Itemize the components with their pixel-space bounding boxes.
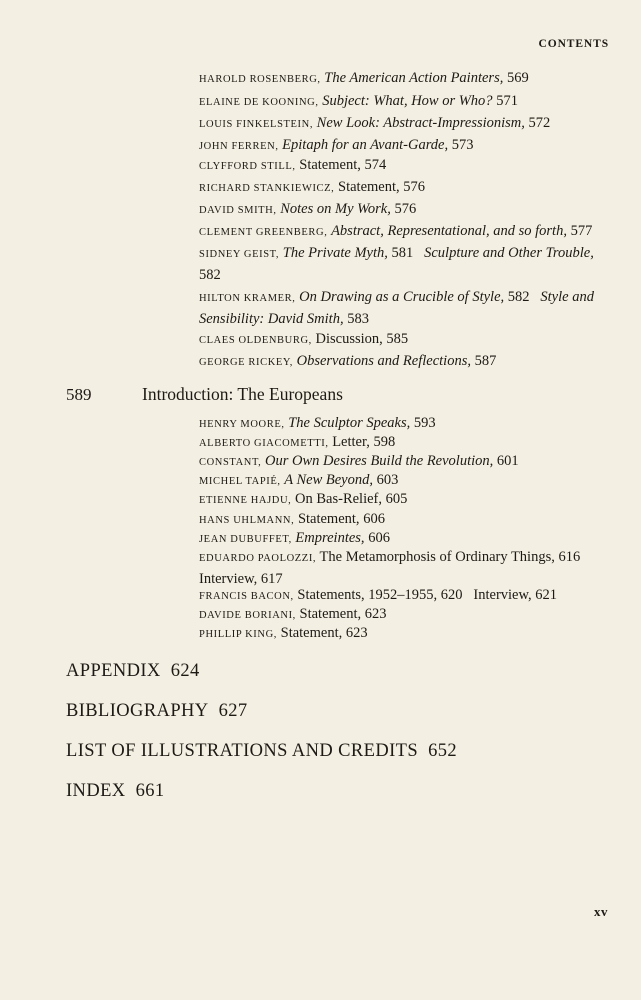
entry-title: Empreintes,: [295, 530, 365, 546]
entry-title: On Drawing as a Crucible of Style,: [299, 289, 505, 305]
entry-title: The Sculptor Speaks,: [288, 415, 411, 431]
entry-author: JEAN DUBUFFET,: [199, 534, 292, 545]
entry-title: Letter,: [332, 434, 370, 450]
back-matter-label: INDEX: [66, 781, 126, 801]
entry-page: 601: [496, 453, 519, 469]
section-title: Introduction: The Europeans: [142, 384, 343, 404]
entry-author: CLAES OLDENBURG,: [199, 335, 312, 346]
entry-author: MICHEL TAPIÉ,: [199, 476, 281, 487]
entry-page: 598: [373, 434, 396, 450]
entry-page-secondary: 621: [535, 587, 558, 603]
entry-page: 572: [528, 115, 551, 131]
entry-page: 576: [394, 201, 417, 217]
toc-entry: [199, 287, 609, 329]
entry-page: 603: [376, 472, 399, 488]
entry-page: 569: [506, 70, 529, 86]
entry-title: Subject: What, How or Who?: [322, 93, 493, 109]
entry-author: FRANCIS BACON,: [199, 591, 294, 602]
entry-title: Statement,: [280, 625, 343, 641]
entry-author: SIDNEY GEIST,: [199, 249, 280, 260]
back-matter-entry: [66, 661, 200, 682]
entry-author: HILTON KRAMER,: [199, 293, 296, 304]
entry-page: 620: [440, 587, 463, 603]
toc-entry: [199, 68, 609, 90]
entry-page: 605: [385, 491, 408, 507]
back-matter-page: 652: [428, 741, 458, 761]
toc-entry: [199, 113, 609, 135]
entry-author: CLEMENT GREENBERG,: [199, 227, 328, 238]
entry-page: 576: [403, 179, 426, 195]
entry-title: Epitaph for an Avant-Garde,: [282, 137, 449, 153]
entry-title: Our Own Desires Build the Revolution,: [265, 453, 494, 469]
toc-entry: [199, 221, 609, 243]
running-head: CONTENTS: [538, 38, 609, 50]
entry-page-secondary: 582: [199, 267, 221, 283]
entry-page: 574: [364, 157, 387, 173]
entry-title: Statement,: [299, 606, 362, 622]
back-matter-page: 627: [218, 701, 248, 721]
toc-entry: [199, 547, 609, 589]
entry-author: HAROLD ROSENBERG,: [199, 74, 321, 85]
back-matter-label: LIST OF ILLUSTRATIONS AND CREDITS: [66, 741, 419, 761]
entry-page: 593: [413, 415, 436, 431]
entry-author: HANS UHLMANN,: [199, 515, 295, 526]
entry-page-secondary: 617: [260, 571, 283, 587]
entry-title: A New Beyond,: [284, 472, 373, 488]
toc-entry: [199, 351, 609, 373]
toc-entry: [199, 623, 609, 645]
toc-entry: [199, 329, 609, 351]
back-matter-entry: [66, 701, 248, 722]
entry-author: ELAINE DE KOONING,: [199, 97, 319, 108]
toc-entry: [199, 155, 609, 177]
entry-title: Statement,: [297, 511, 360, 527]
entry-title: The American Action Painters,: [324, 70, 504, 86]
entry-author: RICHARD STANKIEWICZ,: [199, 183, 335, 194]
entry-author: LOUIS FINKELSTEIN,: [199, 119, 314, 130]
entry-title: Notes on My Work,: [280, 201, 391, 217]
entry-author: ALBERTO GIACOMETTI,: [199, 438, 329, 449]
entry-page: 623: [345, 625, 368, 641]
entry-title: Discussion,: [315, 331, 383, 347]
back-matter-label: APPENDIX: [66, 661, 161, 681]
back-matter-label: BIBLIOGRAPHY: [66, 701, 209, 721]
entry-title: Abstract, Representational, and so forth,: [331, 223, 567, 239]
back-matter-entry: [66, 781, 165, 802]
back-matter-entry: [66, 741, 457, 762]
entry-title: The Metamorphosis of Ordinary Things,: [319, 549, 555, 565]
entry-page: 571: [496, 93, 518, 109]
entry-author: DAVIDE BORIANI,: [199, 610, 296, 621]
entry-page: 623: [364, 606, 387, 622]
entry-author: HENRY MOORE,: [199, 419, 285, 430]
entry-author: PHILLIP KING,: [199, 629, 277, 640]
entry-title: New Look: Abstract-Impressionism,: [316, 115, 525, 131]
entry-title: Observations and Reflections,: [296, 353, 471, 369]
entry-author: EDUARDO PAOLOZZI,: [199, 553, 317, 564]
entry-author: CONSTANT,: [199, 457, 262, 468]
toc-entry: [199, 243, 609, 285]
entry-page: 606: [363, 511, 385, 527]
entry-author: ETIENNE HAJDU,: [199, 495, 292, 506]
entry-title-secondary: Sculpture and Other Trouble,: [424, 245, 594, 261]
section-page-number: 589: [66, 385, 92, 404]
entry-author: JOHN FERREN,: [199, 141, 279, 152]
entry-page: 581: [391, 245, 414, 261]
entry-page: 577: [570, 223, 593, 239]
entry-title: Statement,: [338, 179, 400, 195]
page-folio: xv: [594, 904, 608, 919]
entry-page: 585: [386, 331, 409, 347]
entry-page: 587: [474, 353, 497, 369]
entry-author: DAVID SMITH,: [199, 205, 277, 216]
entry-page: 616: [558, 549, 581, 565]
entry-page: 582: [507, 289, 530, 305]
entry-page-secondary: 583: [347, 311, 369, 327]
back-matter-page: 624: [170, 661, 200, 681]
toc-entry: [199, 91, 609, 113]
entry-title-secondary: Interview,: [199, 571, 258, 587]
toc-entry: [199, 199, 609, 221]
entry-title-secondary: Interview,: [473, 587, 532, 603]
entry-title: On Bas-Relief,: [295, 491, 382, 507]
entry-title: The Private Myth,: [282, 245, 388, 261]
toc-entry: [199, 489, 609, 511]
entry-title: Statement,: [299, 157, 361, 173]
toc-entry: [199, 135, 609, 157]
entry-page: 606: [368, 530, 390, 546]
entry-page: 573: [451, 137, 474, 153]
entry-author: GEORGE RICKEY,: [199, 357, 293, 368]
entry-author: CLYFFORD STILL,: [199, 161, 296, 172]
toc-entry: [199, 177, 609, 199]
entry-title: Statements, 1952–1955,: [297, 587, 438, 603]
entry-title-secondary: Style and Sensibility: David Smith,: [199, 289, 594, 327]
back-matter-page: 661: [135, 781, 165, 801]
